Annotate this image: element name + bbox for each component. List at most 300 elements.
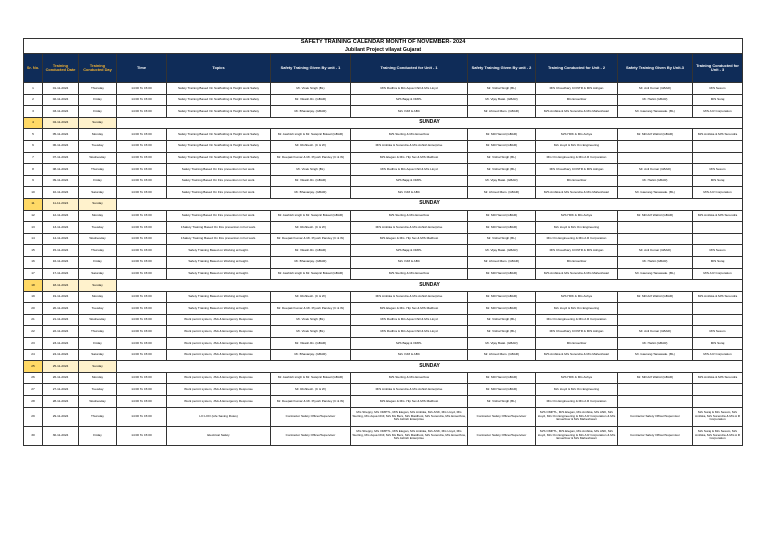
date-cell: 21-11-2024 xyxy=(43,314,79,326)
topic-cell: Work permit system, JSA & Emergency Response xyxy=(167,349,271,361)
conducted-for-unit-2-cell: M/s Lloyd & M/s Om Engineering xyxy=(536,384,618,396)
conducted-for-unit-3-cell: M/S A R Corporation xyxy=(693,106,743,118)
conducted-for-unit-2-cell: M/s Om Engineering & M/s A R Corporation xyxy=(536,152,618,164)
table-row xyxy=(24,407,743,426)
day-cell: Friday xyxy=(79,175,117,187)
sunday-label: SUNDAY xyxy=(117,198,743,210)
date-cell: 16-11-2024 xyxy=(43,256,79,268)
day-cell: Wednesday xyxy=(79,233,117,245)
topic-cell: Safety Training Based On Scaffolding & Height work Safety xyxy=(167,94,271,106)
conducted-for-unit-2-cell: M/S Ambika & M/s Surendra & M/s Maheshwari xyxy=(536,268,618,280)
given-by-unit-3-cell xyxy=(618,396,693,408)
time-cell: 14:00 To 15:00 xyxy=(117,303,167,315)
day-cell: Tuesday xyxy=(79,384,117,396)
conducted-for-unit-1-cell: M/s Sheppy, M/s OMPTL, M/S Elegan, M/s Ambika, M/s ANK, M/s Lloyd, M/s Sterling, M/s Aqua Chill, M/s Ms Bers, M/s Maidhost, M/s Surendra, M/s Ensertfow, M/s Ashish Enterprise xyxy=(351,407,468,426)
given-by-unit-1-cell: Mr. Bhavanjay. (GBAR) xyxy=(271,106,351,118)
table-row xyxy=(24,349,743,361)
table-row xyxy=(24,256,743,268)
given-by-unit-1-cell: Mr. Aashish singh & Mr. Swapnil Bokad (GBAR) xyxy=(271,129,351,141)
sr-no-cell: 5 xyxy=(24,129,43,141)
given-by-unit-2-cell: Mr. Vijay Batal. (GBAR) xyxy=(468,338,536,350)
topic-cell: Safety Training Based On Fire prevention in hot work. xyxy=(167,175,271,187)
sr-no-cell: 17 xyxy=(24,268,43,280)
given-by-unit-3-cell xyxy=(618,384,693,396)
conducted-for-unit-2-cell: M/S Choudhary CONTR & M/S Ashgan xyxy=(536,164,618,176)
given-by-unit-2-cell: Mr. Vijay Batal. (GBAR) xyxy=(468,245,536,257)
given-by-unit-3-cell: Contractor Safety Officer/Supervisor xyxy=(618,426,693,445)
sr-no-cell: 14 xyxy=(24,233,43,245)
sr-no-cell: 28 xyxy=(24,396,43,408)
column-header-date: Training Conducted Date xyxy=(43,54,79,83)
date-cell: 01-11-2024 xyxy=(43,83,79,95)
conducted-for-unit-2-cell: M/S HRK & M/s Ashya xyxy=(536,291,618,303)
table-row xyxy=(24,106,743,118)
conducted-for-unit-1-cell: M/S Rudhra & M/s Aqua Chill & M/s Lloyd xyxy=(351,326,468,338)
sr-no-cell: 11 xyxy=(24,198,43,210)
sr-no-cell: 30 xyxy=(24,426,43,445)
conducted-for-unit-2-cell: M/S HRK & M/s Ashya xyxy=(536,129,618,141)
table-row xyxy=(24,303,743,315)
given-by-unit-2-cell: Mr. Vishal Singh (BL) xyxy=(468,152,536,164)
table-row xyxy=(24,426,743,445)
topic-cell: Safety Training Based on Working at height. xyxy=(167,245,271,257)
given-by-unit-3-cell: Mr. Anil Kumar (GBAR) xyxy=(618,83,693,95)
conducted-for-unit-2-cell: M/s Om Engineering & M/s A R Corporation xyxy=(536,396,618,408)
conducted-for-unit-2-cell: M/S Choudhary CONTR & M/S Ashgan xyxy=(536,83,618,95)
day-cell: Saturday xyxy=(79,349,117,361)
given-by-unit-1-cell: Mr. Rishbesh. (C & W) xyxy=(271,222,351,234)
date-cell: 22-11-2024 xyxy=(43,326,79,338)
table-row xyxy=(24,210,743,222)
topic-cell: Work permit system, JSA & Emergency Response xyxy=(167,372,271,384)
date-cell: 17-11-2024 xyxy=(43,268,79,280)
conducted-for-unit-3-cell xyxy=(693,152,743,164)
given-by-unit-2-cell: Mr. Vishal Singh (BL) xyxy=(468,83,536,95)
column-header-topics: Topics xyxy=(167,54,271,83)
conducted-for-unit-2-cell: M/S HRK & M/s Ashya xyxy=(536,372,618,384)
given-by-unit-1-cell: Mr. Deepak Kumar & Mr. Piyush Pandey (C & W) xyxy=(271,152,351,164)
conducted-for-unit-1-cell: M/S Elegan & M/s. Hip Set & M/S Mailhost xyxy=(351,233,468,245)
time-cell: 14:00 To 15:00 xyxy=(117,256,167,268)
training-rows xyxy=(24,83,743,446)
topic-cell: Work permit system, JSA & Emergency Response xyxy=(167,338,271,350)
time-cell: 14:00 To 15:00 xyxy=(117,426,167,445)
date-cell: 18-11-2024 xyxy=(43,280,79,292)
given-by-unit-3-cell: Mr. Harkit (GBAR) xyxy=(618,175,693,187)
conducted-for-unit-1-cell: M/s VJM & ABC xyxy=(351,349,468,361)
table-row xyxy=(24,175,743,187)
date-cell: 28-11-2024 xyxy=(43,396,79,408)
date-cell: 23-11-2024 xyxy=(43,338,79,350)
day-cell: Friday xyxy=(79,94,117,106)
conducted-for-unit-2-cell: M/S OMPTL, M/S Elegan, M/s Ambika, M/s ANK, M/s Lloyd, M/s Om Engineering & M/s A R Corporation & M/s Ensertfow & M/s Maheshwari xyxy=(536,407,618,426)
conducted-for-unit-3-cell xyxy=(693,233,743,245)
day-cell: Friday xyxy=(79,426,117,445)
day-cell: Sunday xyxy=(79,361,117,373)
conducted-for-unit-3-cell: M/S Ambika & M/S Surendra xyxy=(693,372,743,384)
topic-cell: Safety Training Based on Working at height. xyxy=(167,268,271,280)
topic-cell: Work permit system, JSA & Emergency Response xyxy=(167,396,271,408)
given-by-unit-2-cell: Mr. Vijay Batal. (GBAR) xyxy=(468,175,536,187)
column-header-conducted-for-unit-3: Training Conducted for Unit - 3 xyxy=(693,54,743,83)
time-cell: 14:00 To 15:00 xyxy=(117,129,167,141)
day-cell: Tuesday xyxy=(79,303,117,315)
given-by-unit-3-cell: Mr. Mill Arif Wahid (GBAR) xyxy=(618,129,693,141)
conducted-for-unit-2-cell: M/s Ensertfow xyxy=(536,338,618,350)
sr-no-cell: 8 xyxy=(24,164,43,176)
date-cell: 24-11-2024 xyxy=(43,349,79,361)
date-cell: 03-11-2024 xyxy=(43,106,79,118)
conducted-for-unit-3-cell xyxy=(693,140,743,152)
topic-cell: Work permit system, JSA & Emergency Response xyxy=(167,384,271,396)
given-by-unit-1-cell: Mr. Vikash.Rv. (GBAR) xyxy=(271,338,351,350)
conducted-for-unit-2-cell: M/s Lloyd & M/s Om Engineering xyxy=(536,303,618,315)
given-by-unit-2-cell: Mr. Vishal Singh (BL) xyxy=(468,396,536,408)
conducted-for-unit-1-cell: M/S Ambika & Surendra & M/s Ashish Enterprise xyxy=(351,222,468,234)
date-cell: 02-11-2024 xyxy=(43,94,79,106)
sr-no-cell: 20 xyxy=(24,303,43,315)
date-cell: 15-11-2024 xyxy=(43,245,79,257)
conducted-for-unit-1-cell: M/S Sterling & M/s Ensertfow xyxy=(351,268,468,280)
given-by-unit-1-cell: Mr. Deepak Kumar & Mr. Piyush Pandey (C & W) xyxy=(271,233,351,245)
given-by-unit-3-cell xyxy=(618,303,693,315)
day-cell: Wednesday xyxy=(79,152,117,164)
conducted-for-unit-1-cell: M/S Sterling & M/s Ensertfow xyxy=(351,372,468,384)
topic-cell: Safety Training Based On Fire prevention in hot work. xyxy=(167,187,271,199)
time-cell: 14:00 To 15:00 xyxy=(117,94,167,106)
conducted-for-unit-1-cell: M/s VJM & ABC xyxy=(351,106,468,118)
conducted-for-unit-1-cell: M/S Rudhra & M/s Aqua Chill & M/s Lloyd xyxy=(351,164,468,176)
sr-no-cell: 26 xyxy=(24,372,43,384)
day-cell: Friday xyxy=(79,338,117,350)
given-by-unit-3-cell xyxy=(618,233,693,245)
table-row xyxy=(24,83,743,95)
time-cell: 14:00 To 15:00 xyxy=(117,164,167,176)
conducted-for-unit-3-cell: M/S A R Corporation xyxy=(693,187,743,199)
column-header-conducted-for-unit-1: Training Conducted for Unit - 1 xyxy=(351,54,468,83)
conducted-for-unit-1-cell: M/S Rudhra & M/s Aqua Chill & M/s Lloyd xyxy=(351,83,468,95)
conducted-for-unit-1-cell: M/S Elegan & M/s. Hip Set & M/S Mailhost xyxy=(351,303,468,315)
training-calendar-table xyxy=(23,38,743,446)
conducted-for-unit-1-cell: M/S Ambika & Surendra & M/s Ashish Enterprise xyxy=(351,384,468,396)
conducted-for-unit-2-cell: M/s Lloyd & M/s Om Engineering xyxy=(536,140,618,152)
sr-no-cell: 22 xyxy=(24,326,43,338)
sr-no-cell: 13 xyxy=(24,222,43,234)
date-cell: 10-11-2024 xyxy=(43,187,79,199)
topic-cell: 1Safety Training Based On Fire prevention in hot work. xyxy=(167,222,271,234)
column-header-given-by-unit-1: Safety Training Given By unit - 1 xyxy=(271,54,351,83)
given-by-unit-3-cell: Mr. Anil Kumar (GBAR) xyxy=(618,326,693,338)
day-cell: Sunday xyxy=(79,198,117,210)
conducted-for-unit-3-cell: M/S Sesum xyxy=(693,326,743,338)
sunday-row xyxy=(24,361,743,373)
conducted-for-unit-3-cell: M/S Ambika & M/S Surendra xyxy=(693,129,743,141)
day-cell: Wednesday xyxy=(79,396,117,408)
table-row xyxy=(24,396,743,408)
date-cell: 06-11-2024 xyxy=(43,140,79,152)
given-by-unit-2-cell: Contractor Safety Officer/Supervisor xyxy=(468,426,536,445)
sr-no-cell: 1 xyxy=(24,83,43,95)
sr-no-cell: 24 xyxy=(24,349,43,361)
conducted-for-unit-1-cell: M/s VJM & ABC xyxy=(351,187,468,199)
table-row xyxy=(24,326,743,338)
column-header-day: Training Conducted Day xyxy=(79,54,117,83)
sunday-row xyxy=(24,117,743,129)
conducted-for-unit-2-cell: M/S Ambika & M/s Surendra & M/s Maheshwari xyxy=(536,349,618,361)
conducted-for-unit-1-cell: M/S Rudhra & M/s Aqua Chill & M/s Lloyd xyxy=(351,314,468,326)
date-cell: 13-11-2024 xyxy=(43,222,79,234)
table-row xyxy=(24,314,743,326)
sr-no-cell: 4 xyxy=(24,117,43,129)
conducted-for-unit-1-cell: M/S Ambika & Surendra & M/s Ashish Enterprise xyxy=(351,140,468,152)
date-cell: 09-11-2024 xyxy=(43,175,79,187)
time-cell: 14:00 To 15:00 xyxy=(117,83,167,95)
conducted-for-unit-3-cell: M/S A R Corporation xyxy=(693,268,743,280)
conducted-for-unit-2-cell: M/S Ambika & M/s Surendra & M/s Maheshwari xyxy=(536,106,618,118)
time-cell: 14:00 To 15:00 xyxy=(117,338,167,350)
given-by-unit-2-cell: Mr. Mill Hamid (GBAR) xyxy=(468,384,536,396)
sr-no-cell: 6 xyxy=(24,140,43,152)
conducted-for-unit-1-cell: M/S Elegan & M/s. Hip Set & M/S Mailhost xyxy=(351,152,468,164)
conducted-for-unit-3-cell: M/S Ambika & M/S Surendra xyxy=(693,210,743,222)
date-cell: 20-11-2024 xyxy=(43,303,79,315)
given-by-unit-2-cell: Mr. Vishal Singh (BL) xyxy=(468,164,536,176)
page-subtitle: Jubilant Project vilayat Gujarat xyxy=(24,46,743,54)
table-row xyxy=(24,187,743,199)
table-row xyxy=(24,372,743,384)
given-by-unit-3-cell xyxy=(618,314,693,326)
time-cell: 14:00 To 15:00 xyxy=(117,152,167,164)
conducted-for-unit-3-cell: M/S Suraj xyxy=(693,175,743,187)
conducted-for-unit-3-cell: M/S Ambika & M/S Surendra xyxy=(693,291,743,303)
time-cell: 14:00 To 15:00 xyxy=(117,210,167,222)
sunday-row xyxy=(24,198,743,210)
topic-cell: Electrical Safety xyxy=(167,426,271,445)
topic-cell: Safety Training Based on Working at height. xyxy=(167,303,271,315)
day-cell: Monday xyxy=(79,372,117,384)
given-by-unit-2-cell: Mr. Mill Hamid (GBAR) xyxy=(468,129,536,141)
sunday-label: SUNDAY xyxy=(117,280,743,292)
sr-no-cell: 16 xyxy=(24,256,43,268)
day-cell: Saturday xyxy=(79,187,117,199)
conducted-for-unit-1-cell: M/S Bajaj & OMPL xyxy=(351,175,468,187)
conducted-for-unit-2-cell: M/S OMPTL, M/S Elegan, M/s Ambika, M/s ANK, M/s Lloyd, M/s Om Engineering & M/s A R Corporation & M/s Ensertfow & M/s Maheshwari xyxy=(536,426,618,445)
day-cell: Friday xyxy=(79,256,117,268)
conducted-for-unit-3-cell: M/S Sesum xyxy=(693,164,743,176)
given-by-unit-3-cell: Mr. Gaurang Tanawade. (BL) xyxy=(618,349,693,361)
conducted-for-unit-2-cell: M/s Ensertfow xyxy=(536,94,618,106)
table-row xyxy=(24,94,743,106)
day-cell: Thursday xyxy=(79,326,117,338)
given-by-unit-1-cell: Mr. Rishbesh. (C & W) xyxy=(271,291,351,303)
given-by-unit-2-cell: Mr. Mill Hamid (GBAR) xyxy=(468,372,536,384)
day-cell: Tuesday xyxy=(79,222,117,234)
given-by-unit-3-cell: Contractor Safety Officer/Supervisor xyxy=(618,407,693,426)
date-cell: 29-11-2024 xyxy=(43,407,79,426)
sr-no-cell: 7 xyxy=(24,152,43,164)
given-by-unit-2-cell: Mr. Vijay Batal. (GBAR) xyxy=(468,94,536,106)
given-by-unit-3-cell: Mr. Gaurang Tanawade. (BL) xyxy=(618,106,693,118)
conducted-for-unit-2-cell: M/S Choudhary CONTR & M/S Ashgan xyxy=(536,326,618,338)
given-by-unit-1-cell: Mr. Aashish singh & Mr. Swapnil Bokad (GBAR) xyxy=(271,268,351,280)
table-row xyxy=(24,338,743,350)
sr-no-cell: 10 xyxy=(24,187,43,199)
sunday-label: SUNDAY xyxy=(117,117,743,129)
sr-no-cell: 3 xyxy=(24,106,43,118)
table-row xyxy=(24,233,743,245)
given-by-unit-1-cell: Mr. Vivek Singh (BL) xyxy=(271,83,351,95)
conducted-for-unit-3-cell: M/s Suraj & M/s Sesum, M/s Ambika, M/s Surendra & M/s A R Corporation xyxy=(693,426,743,445)
conducted-for-unit-2-cell: M/S Choudhary CONTR & M/S Ashgan xyxy=(536,245,618,257)
table-row xyxy=(24,291,743,303)
date-cell: 08-11-2024 xyxy=(43,164,79,176)
time-cell: 14:00 To 15:00 xyxy=(117,291,167,303)
sunday-row xyxy=(24,280,743,292)
day-cell: Sunday xyxy=(79,280,117,292)
given-by-unit-3-cell: Mr. Harkit (GBAR) xyxy=(618,256,693,268)
time-cell: 14:00 To 15:00 xyxy=(117,384,167,396)
given-by-unit-2-cell: Mr. Mill Hamid (GBAR) xyxy=(468,291,536,303)
date-cell: 26-11-2024 xyxy=(43,372,79,384)
given-by-unit-3-cell: Mr. Mill Arif Wahid (GBAR) xyxy=(618,372,693,384)
column-header-time: Time xyxy=(117,54,167,83)
conducted-for-unit-3-cell: M/S Sesum xyxy=(693,245,743,257)
given-by-unit-3-cell: Mr. Mill Arif Wahid (GBAR) xyxy=(618,210,693,222)
table-row xyxy=(24,140,743,152)
day-cell: Thursday xyxy=(79,164,117,176)
conducted-for-unit-1-cell: M/s VJM & ABC xyxy=(351,256,468,268)
day-cell: Tuesday xyxy=(79,140,117,152)
conducted-for-unit-1-cell: M/S Bajaj & OMPL xyxy=(351,338,468,350)
topic-cell: Safety Training Based On Fire prevention in hot work. xyxy=(167,164,271,176)
given-by-unit-1-cell: Mr. Vikash.Rv. (GBAR) xyxy=(271,245,351,257)
conducted-for-unit-1-cell: M/S Sterling & M/s Ensertfow xyxy=(351,210,468,222)
date-cell: 05-11-2024 xyxy=(43,129,79,141)
time-cell: 14:00 To 15:00 xyxy=(117,372,167,384)
given-by-unit-1-cell: Mr. Aashish singh & Mr. Swapnil Bokad (GBAR) xyxy=(271,372,351,384)
page-title: SAFETY TRAINING CALENDAR MONTH OF NOVEMBER- 2024 xyxy=(24,39,743,47)
date-cell: 30-11-2024 xyxy=(43,426,79,445)
sr-no-cell: 25 xyxy=(24,361,43,373)
given-by-unit-1-cell: Contractor Safety Officer/Supervisor xyxy=(271,407,351,426)
given-by-unit-2-cell: Mr. Ahmed Mam. (GBAR) xyxy=(468,106,536,118)
given-by-unit-1-cell: Mr. Vivek Singh (BL) xyxy=(271,326,351,338)
sr-no-cell: 15 xyxy=(24,245,43,257)
table-row xyxy=(24,222,743,234)
conducted-for-unit-3-cell xyxy=(693,396,743,408)
time-cell: 14:00 To 15:00 xyxy=(117,106,167,118)
given-by-unit-2-cell: Mr. Mill Hamid (GBAR) xyxy=(468,268,536,280)
conducted-for-unit-3-cell xyxy=(693,303,743,315)
sr-no-cell: 19 xyxy=(24,291,43,303)
topic-cell: Safety Training Based on Working at height. xyxy=(167,256,271,268)
given-by-unit-3-cell: Mr. Harkit (GBAR) xyxy=(618,338,693,350)
sr-no-cell: 2 xyxy=(24,94,43,106)
conducted-for-unit-3-cell xyxy=(693,314,743,326)
topic-cell: Work permit system, JSA & Emergency Response xyxy=(167,326,271,338)
given-by-unit-1-cell: Mr. Rishbesh. (C & W) xyxy=(271,140,351,152)
date-cell: 14-11-2024 xyxy=(43,233,79,245)
time-cell: 14:00 To 15:00 xyxy=(117,326,167,338)
given-by-unit-2-cell: Mr. Mill Hamid (GBAR) xyxy=(468,140,536,152)
given-by-unit-2-cell: Mr. Mill Hamid (GBAR) xyxy=(468,222,536,234)
day-cell: Monday xyxy=(79,291,117,303)
time-cell: 14:00 To 15:00 xyxy=(117,187,167,199)
given-by-unit-1-cell: Mr. Bhavanjay. (GBAR) xyxy=(271,349,351,361)
given-by-unit-3-cell xyxy=(618,140,693,152)
date-cell: 19-11-2024 xyxy=(43,291,79,303)
conducted-for-unit-3-cell: M/s Suraj & M/s Sesum, M/s Ambika, M/s Surendra & M/s A R Corporation xyxy=(693,407,743,426)
given-by-unit-1-cell: Mr. Aashish singh & Mr. Swapnil Bokad (GBAR) xyxy=(271,210,351,222)
day-cell: Monday xyxy=(79,210,117,222)
conducted-for-unit-3-cell: M/S Suraj xyxy=(693,338,743,350)
given-by-unit-2-cell: Mr. Ahmed Mam. (GBAR) xyxy=(468,187,536,199)
day-cell: Friday xyxy=(79,106,117,118)
given-by-unit-3-cell: Mr. Anil Kumar (GBAR) xyxy=(618,245,693,257)
topic-cell: Safety Training Based On Scaffolding & Height work Safety xyxy=(167,140,271,152)
sr-no-cell: 9 xyxy=(24,175,43,187)
topic-cell: Safety Training Based On Scaffolding & Height work Safety xyxy=(167,106,271,118)
given-by-unit-1-cell: Mr. Bhavanjay. (GBAR) xyxy=(271,256,351,268)
given-by-unit-1-cell: Mr. Vikash.Rv. (GBAR) xyxy=(271,175,351,187)
time-cell: 14:00 To 15:00 xyxy=(117,245,167,257)
time-cell: 14:00 To 15:00 xyxy=(117,140,167,152)
time-cell: 14:00 To 15:00 xyxy=(117,314,167,326)
given-by-unit-2-cell: Mr. Vishal Singh (BL) xyxy=(468,314,536,326)
column-header-given-by-unit-3: Safety Training Given By Unit-3 xyxy=(618,54,693,83)
date-cell: 11-11-2024 xyxy=(43,198,79,210)
table-row xyxy=(24,268,743,280)
day-cell: Thursday xyxy=(79,245,117,257)
given-by-unit-1-cell: Mr. Rishbesh. (C & W) xyxy=(271,384,351,396)
given-by-unit-1-cell: Mr. Vivek Singh (BL) xyxy=(271,164,351,176)
table-row xyxy=(24,164,743,176)
given-by-unit-2-cell: Mr. Ahmed Mam. (GBAR) xyxy=(468,349,536,361)
conducted-for-unit-3-cell: M/S Suraj xyxy=(693,256,743,268)
given-by-unit-3-cell: Mr. Harkit (GBAR) xyxy=(618,94,693,106)
topic-cell: LO LOO (Life Saving Rules) xyxy=(167,407,271,426)
day-cell: Wednesday xyxy=(79,314,117,326)
time-cell: 14:00 To 15:00 xyxy=(117,175,167,187)
conducted-for-unit-2-cell: M/S HRK & M/s Ashya xyxy=(536,210,618,222)
time-cell: 14:00 To 15:00 xyxy=(117,407,167,426)
conducted-for-unit-3-cell xyxy=(693,384,743,396)
given-by-unit-2-cell: Mr. Ahmed Mam. (GBAR) xyxy=(468,256,536,268)
date-cell: 27-11-2024 xyxy=(43,384,79,396)
date-cell: 12-11-2024 xyxy=(43,210,79,222)
topic-cell: 1Safety Training Based On Fire prevention in hot work. xyxy=(167,233,271,245)
conducted-for-unit-1-cell: M/S Sterling & M/s Ensertfow xyxy=(351,129,468,141)
table-row xyxy=(24,129,743,141)
sr-no-cell: 18 xyxy=(24,280,43,292)
conducted-for-unit-3-cell: M/S Sesum xyxy=(693,83,743,95)
topic-cell: Safety Training Based on Working at height. xyxy=(167,291,271,303)
day-cell: Sunday xyxy=(79,117,117,129)
day-cell: Thursday xyxy=(79,83,117,95)
conducted-for-unit-1-cell: M/s Sheppy, M/s OMPTL, M/S Elegan, M/s Ambika, M/s ANK, M/s Lloyd, M/s Sterling, M/s Aqua Chill, M/s Ms Bers, M/s Maidhost, M/s Surendra, M/s Ensertfow, M/s Ashish Enterprise xyxy=(351,426,468,445)
conducted-for-unit-1-cell: M/S Elegan & M/s. Hip Set & M/S Mailhost xyxy=(351,396,468,408)
conducted-for-unit-1-cell: M/S Ambika & Surendra & M/s Ashish Enterprise xyxy=(351,291,468,303)
sr-no-cell: 21 xyxy=(24,314,43,326)
given-by-unit-3-cell xyxy=(618,222,693,234)
day-cell: Thursday xyxy=(79,407,117,426)
given-by-unit-3-cell: Mr. Mill Arif Wahid (GBAR) xyxy=(618,291,693,303)
date-cell: 07-11-2024 xyxy=(43,152,79,164)
conducted-for-unit-2-cell: M/s Ensertfow xyxy=(536,175,618,187)
given-by-unit-2-cell: Mr. Mill Hamid (GBAR) xyxy=(468,303,536,315)
given-by-unit-2-cell: Mr. Mill Hamid (GBAR) xyxy=(468,210,536,222)
sr-no-cell: 12 xyxy=(24,210,43,222)
